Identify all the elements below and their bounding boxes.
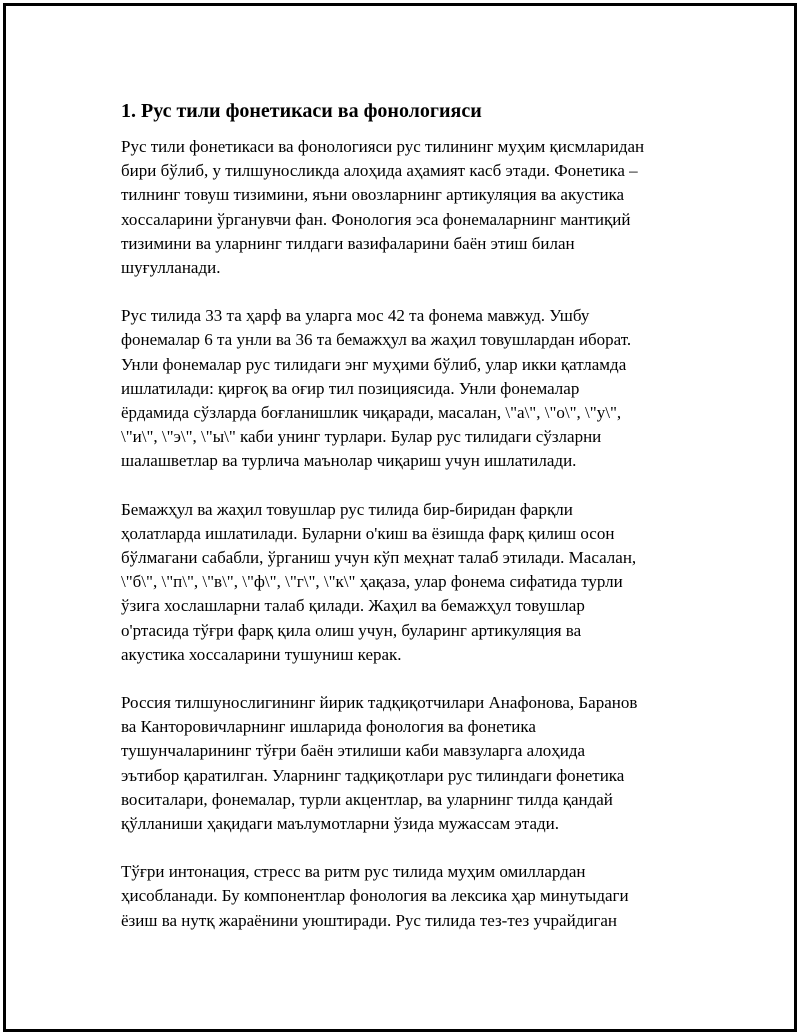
text-line: Рус тилида 33 та ҳарф ва уларга мос 42 та фонема мавжуд. Ушбу — [121, 306, 590, 326]
text-line: бири бўлиб, у тилшуносликда алоҳида аҳамият касб этади. Фонетика – — [121, 161, 638, 181]
text-line: о'ртасида тўғри фарқ қила олиш учун, буларинг артикуляция ва — [121, 620, 582, 640]
document-page — [3, 3, 797, 1032]
text-line: Тўғри интонация, стресс ва ритм рус тилида муҳим омиллардан — [121, 862, 586, 882]
text-line: хоссаларини ўрганувчи фан. Фонология эса фонемаларнинг мантиқий — [121, 209, 631, 229]
text-line: фонемалар 6 та унли ва 36 та бемажҳул ва жаҳил товушлардан иборат. — [121, 330, 632, 350]
text-line: тилнинг товуш тизимини, яъни овозларнинг артикуляция ва акустика — [121, 185, 625, 205]
text-line: эътибор қаратилган. Уларнинг тадқиқотлари рус тилиндаги фонетика — [121, 765, 625, 785]
paragraph-researchers — [121, 691, 721, 836]
text-line: ёрдамида сўзларда боғланишлик чиқаради, масалан, \"а\", \"о\", \"у\", — [121, 403, 622, 423]
text-line: тизимини ва уларнинг тилдаги вазифаларини баён этиш билан — [121, 233, 575, 253]
text-line: ўзига хослашларни талаб қилади. Жаҳил ва бемажҳул товушлар — [121, 596, 585, 616]
text-line: воситалари, фонемалар, турли акцентлар, ва уларнинг тилда қандай — [121, 789, 613, 809]
text-line: ва Канторовичларнинг ишларида фонология ва фонетика — [121, 717, 536, 737]
text-line: ишлатилади: қирғоқ ва оғир тил позициясида. Унли фонемалар — [121, 378, 580, 398]
paragraph-consonants — [121, 498, 721, 667]
text-line: Бемажҳул ва жаҳил товушлар рус тилида бир-биридан фарқли — [121, 499, 573, 519]
text-line: қўлланиши ҳақидаги маълумотларни ўзида мужассам этади. — [121, 814, 559, 834]
text-line: Унли фонемалар рус тилидаги энг муҳими бўлиб, улар икки қатламда — [121, 354, 627, 374]
paragraph-intonation — [121, 860, 721, 933]
paragraph-intro — [121, 135, 721, 280]
text-line: шуғулланади. — [121, 258, 221, 278]
text-line: \"б\", \"п\", \"в\", \"ф\", \"г\", \"к\" ҳақаза, улар фонема сифатида турли — [121, 572, 623, 592]
section-heading: 1. Рус тили фонетикаси ва фонологияси — [121, 100, 482, 122]
text-line: шалашветлар ва турлича маънолар чиқариш учун ишлатилади. — [121, 451, 577, 471]
text-line: \"и\", \"э\", \"ы\" каби унинг турлари. Булар рус тилидаги сўзларни — [121, 427, 602, 447]
text-line: бўлмагани сабабли, ўрганиш учун кўп меҳнат талаб этилади. Масалан, — [121, 548, 637, 568]
text-line: Россия тилшунослигининг йирик тадқиқотчилари Анафонова, Баранов — [121, 693, 638, 713]
text-line: тушунчаларининг тўғри баён этилиши каби мавзуларга алоҳида — [121, 741, 586, 761]
text-line: ҳисобланади. Бу компонентлар фонология ва лексика ҳар минутыдаги — [121, 886, 629, 906]
document-content — [121, 98, 721, 957]
text-line: ҳолатларда ишлатилади. Буларни о'киш ва ёзишда фарқ қилиш осон — [121, 523, 615, 543]
paragraph-phonemes — [121, 304, 721, 473]
text-line: акустика хоссаларини тушуниш керак. — [121, 644, 402, 664]
text-line: ёзиш ва нутқ жараёнини уюштиради. Рус тилида тез-тез учрайдиган — [121, 910, 618, 930]
text-line: Рус тили фонетикаси ва фонологияси рус тилининг муҳим қисмларидан — [121, 137, 645, 156]
